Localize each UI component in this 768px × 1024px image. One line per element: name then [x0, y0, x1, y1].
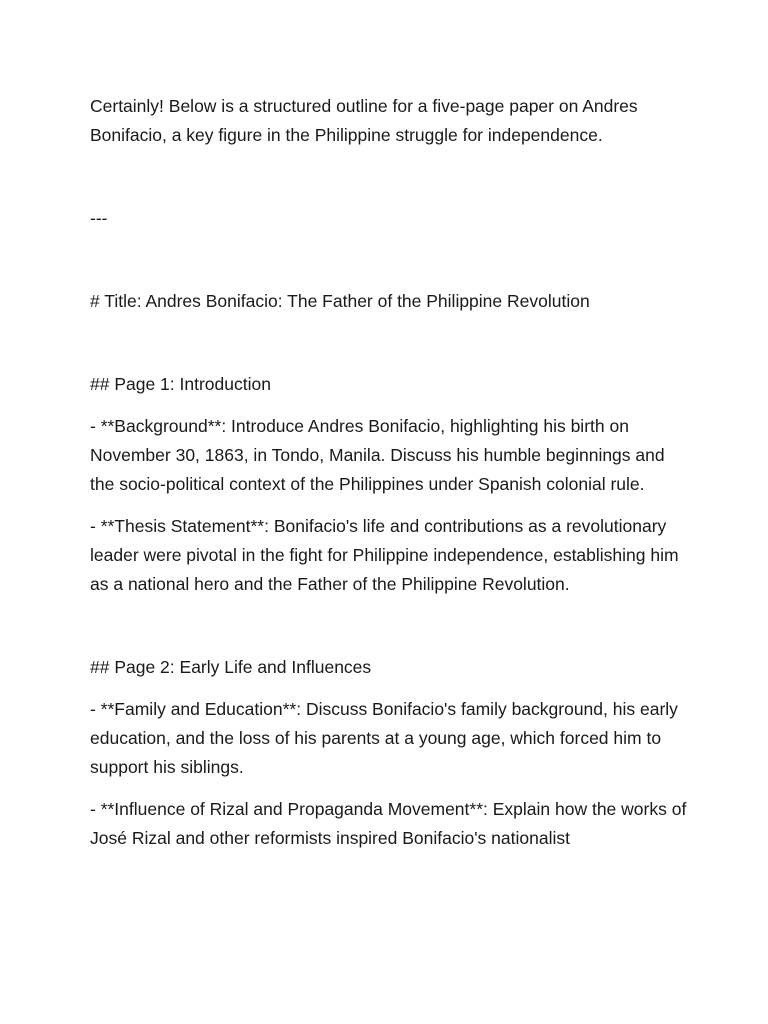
document-title: # Title: Andres Bonifacio: The Father of the Philippine Revolution — [90, 291, 590, 311]
list-item-family-education: - **Family and Education**: Discuss Bonifacio's family background, his early education, and the loss of his parents at a young age, which forced him to support his siblings. — [90, 699, 678, 777]
section-heading-page-1: ## Page 1: Introduction — [90, 374, 271, 394]
list-item-thesis-statement: - **Thesis Statement**: Bonifacio's life and contributions as a revolutionary leader were pivotal in the fight for Philippine independence, establishing him as a national hero and the Father of the Philippine Revolution. — [90, 516, 679, 594]
list-item-rizal-influence: - **Influence of Rizal and Propaganda Movement**: Explain how the works of José Rizal and other reformists inspired Bonifacio's nationalist — [90, 799, 687, 848]
document-body — [90, 92, 690, 853]
section-heading-page-2: ## Page 2: Early Life and Influences — [90, 657, 372, 677]
intro-paragraph: Certainly! Below is a structured outline for a five-page paper on Andres Bonifacio, a key figure in the Philippine struggle for independence. — [90, 96, 638, 145]
separator-line: --- — [90, 208, 108, 228]
list-item-background: - **Background**: Introduce Andres Bonifacio, highlighting his birth on November 30, 1863, in Tondo, Manila. Discuss his humble beginnings and the socio-political context of the Philippines under Spanish colonial rule. — [90, 416, 665, 494]
